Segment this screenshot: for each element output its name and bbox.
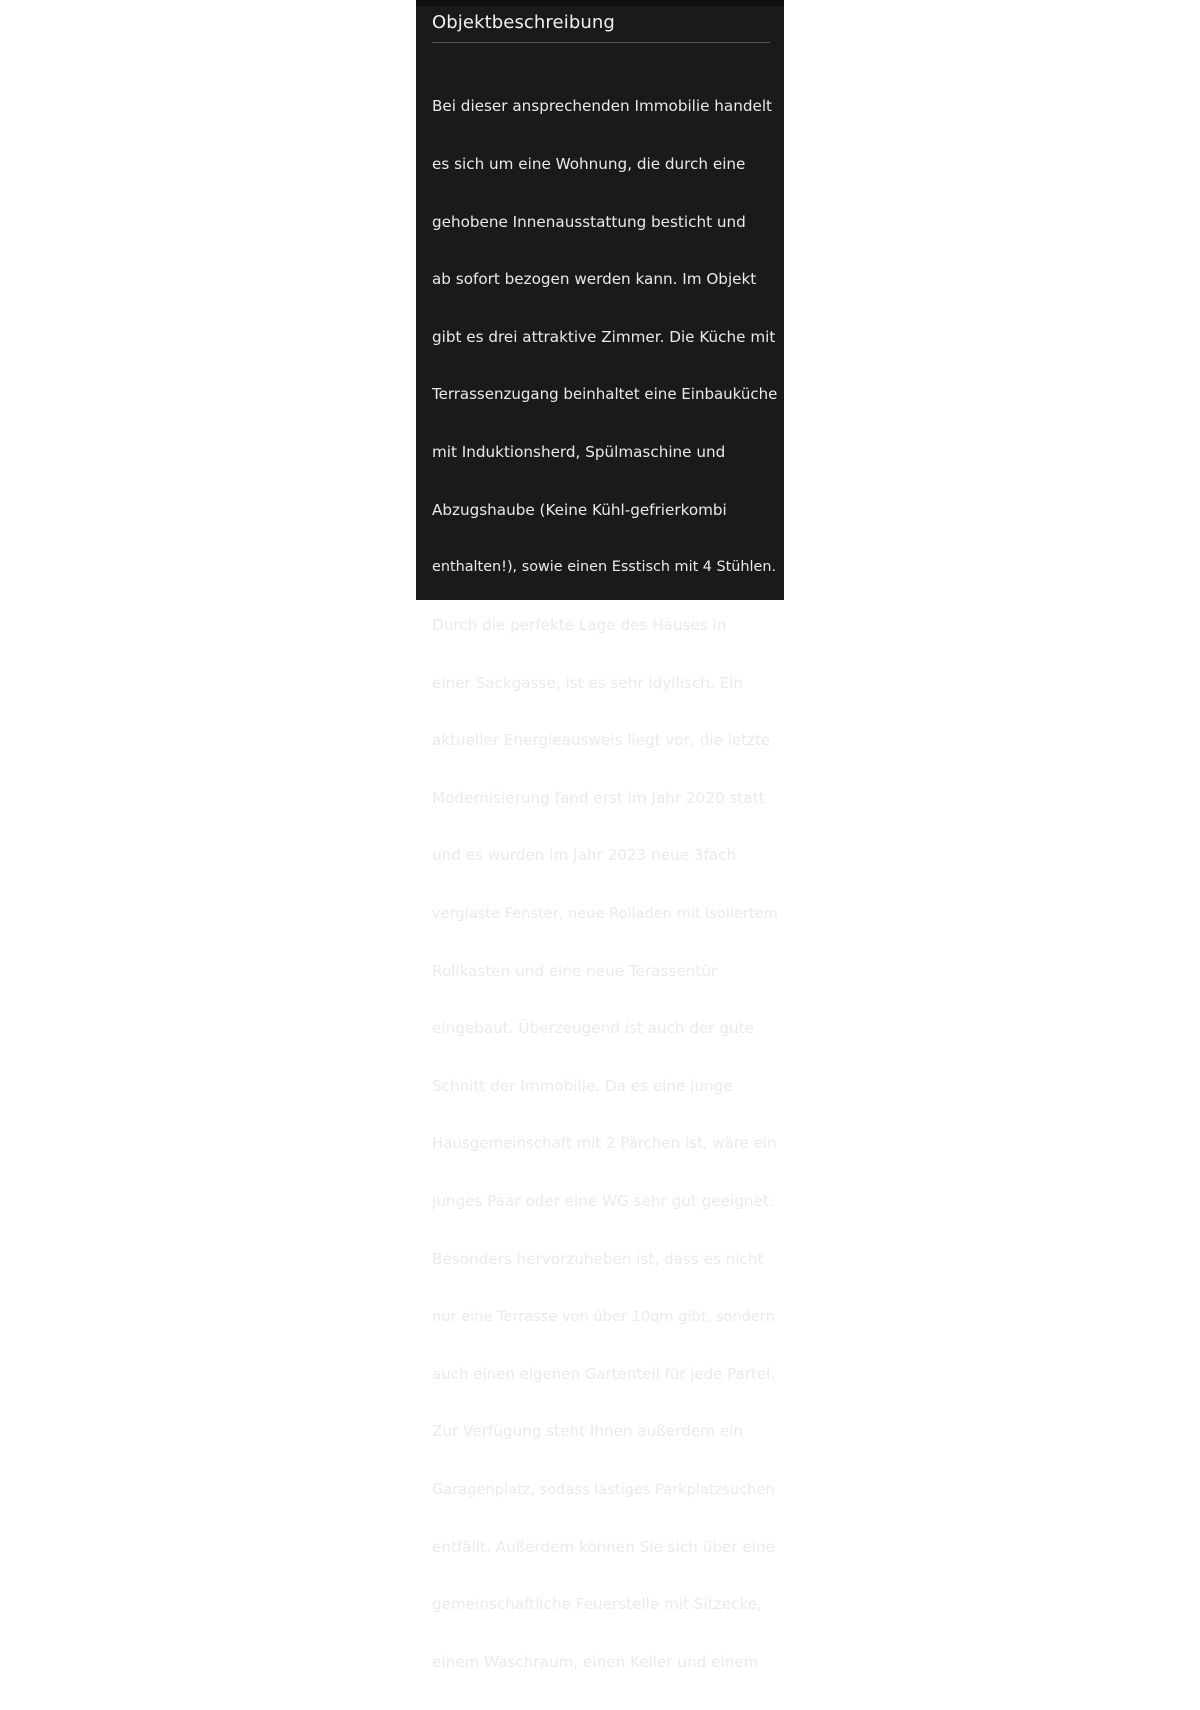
description-line: gibt es drei attraktive Zimmer. Die Küche mit (432, 327, 776, 346)
description-line: junges Paar oder eine WG sehr gut geeignet. (432, 1191, 774, 1210)
listing-screen (416, 0, 784, 1671)
section-divider (432, 42, 770, 43)
description-line: Besonders hervorzuheben ist, dass es nicht (432, 1249, 764, 1268)
description-line: Zur Verfügung steht Ihnen außerdem ein (432, 1422, 743, 1441)
description-line: Garagenplatz, sodass lästiges Parkplatzsuchen (432, 1481, 775, 1499)
top-bar-edge (416, 0, 784, 6)
description-line: gehobene Innenausstattung besticht und (432, 212, 746, 231)
description-line: Hausgemeinschaft mit 2 Pärchen ist, wäre ein (432, 1134, 777, 1153)
description-line: nur eine Terrasse von über 10qm gibt, sondern (432, 1308, 775, 1326)
description-line: eingebaut. Überzeugend ist auch der gute (432, 1019, 754, 1038)
description-line: ab sofort bezogen werden kann. Im Objekt (432, 270, 757, 289)
description-line: Rollkasten und eine neue Terassentür (432, 961, 718, 980)
description-line: mit Induktionsherd, Spülmaschine und (432, 443, 726, 462)
description-line: auch einen eigenen Gartenteil für jede Partei. (432, 1364, 776, 1383)
description-line: Modernisierung fand erst im Jahr 2020 statt (432, 788, 765, 807)
description-line: und es wurden im Jahr 2023 neue 3fach (432, 846, 737, 865)
description-line: einer Sackgasse, ist es sehr idyllisch. Ein (432, 673, 743, 692)
description-line: Abzugshaube (Keine Kühl-gefrierkombi (432, 500, 727, 519)
description-line: verglaste Fenster, neue Rolladen mit isoliertem (432, 904, 778, 922)
description-line: entfällt. Außerdem können Sie sich über eine (432, 1537, 775, 1556)
description-line: Terrassenzugang beinhaltet eine Einbauküche (432, 385, 778, 404)
description-line: Bei dieser ansprechenden Immobilie handelt (432, 97, 773, 116)
description-line: aktueller Energieausweis liegt vor, die letzte (432, 731, 771, 750)
description-text (432, 59, 778, 1710)
section-title: Objektbeschreibung (432, 12, 615, 33)
description-line: einem Waschraum, einen Keller und einem (432, 1652, 759, 1671)
description-line: es sich um eine Wohnung, die durch eine (432, 155, 746, 174)
description-line: Schnitt der Immobilie. Da es eine junge (432, 1076, 733, 1095)
description-line: Durch die perfekte Lage des Hauses in (432, 615, 727, 634)
description-line: gemeinschaftliche Feuerstelle mit Sitzecke, (432, 1595, 762, 1614)
description-line: enthalten!), sowie einen Esstisch mit 4 Stühlen. (432, 559, 777, 576)
